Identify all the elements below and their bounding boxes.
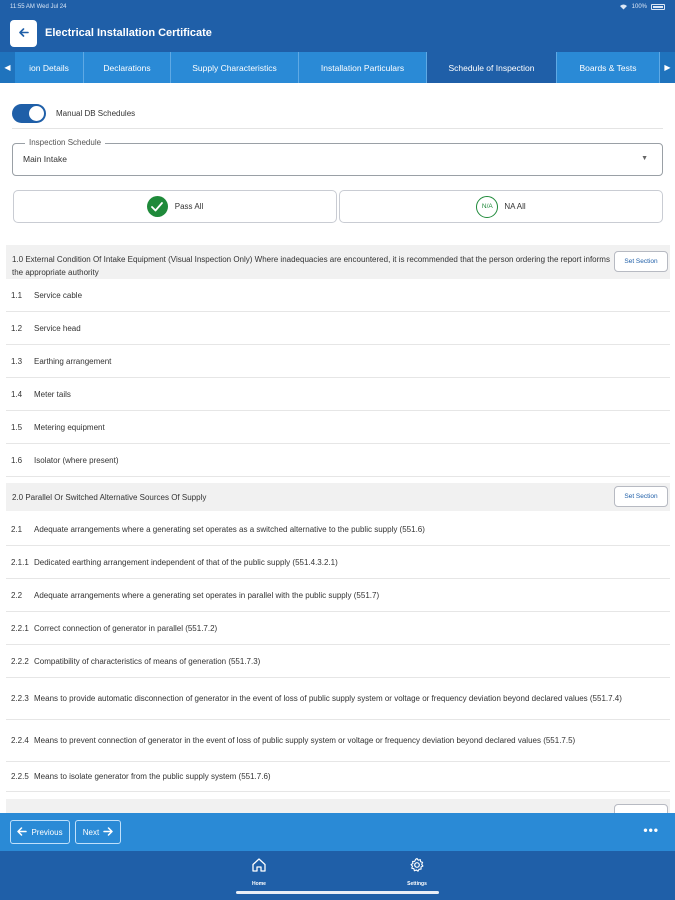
home-icon <box>251 857 267 878</box>
arrow-right-icon <box>103 827 113 838</box>
item-number: 2.1 <box>11 524 23 534</box>
inspection-row[interactable] <box>6 678 670 720</box>
section-header <box>6 483 670 511</box>
check-circle-icon <box>147 196 168 217</box>
inspection-row[interactable] <box>6 513 670 546</box>
set-section-button[interactable]: Set Section <box>614 251 668 272</box>
item-text: Metering equipment <box>34 422 105 432</box>
manual-db-toggle-row <box>12 104 135 123</box>
item-number: 2.2.3 <box>11 694 29 703</box>
item-number: 1.4 <box>11 389 23 399</box>
inspection-row[interactable] <box>6 312 670 345</box>
item-text: Means to isolate generator from the public supply system (551.7.6) <box>34 772 271 781</box>
item-number: 2.2.4 <box>11 736 29 745</box>
item-number: 2.2.5 <box>11 772 29 781</box>
title-bar <box>0 14 675 52</box>
inspection-content <box>0 83 675 813</box>
section-title: 1.0 External Condition Of Intake Equipment (Visual Inspection Only) Where inadequacies are encountered, it is recommended that the person ordering the report informs the appropriate authority <box>12 255 610 277</box>
tab-installation-particulars[interactable]: Installation Particulars <box>299 52 427 83</box>
status-bar <box>0 0 675 14</box>
status-date: Wed Jul 24 <box>36 4 67 10</box>
nav-home-label: Home <box>252 881 266 887</box>
na-all-button[interactable] <box>339 190 663 223</box>
inspection-row[interactable] <box>6 612 670 645</box>
na-all-label: NA All <box>504 202 526 211</box>
nav-home[interactable] <box>234 857 284 887</box>
item-text: Dedicated earthing arrangement independent of that of the public supply (551.4.3.2.1) <box>34 557 338 567</box>
inspection-row[interactable] <box>6 378 670 411</box>
item-number: 1.3 <box>11 356 23 366</box>
divider <box>12 128 663 129</box>
nav-settings-label: Settings <box>407 881 427 887</box>
arrow-left-icon <box>17 827 27 838</box>
item-number: 1.6 <box>11 455 23 465</box>
item-text: Adequate arrangements where a generating set operates as a switched alternative to the public supply (551.6) <box>34 524 425 534</box>
inspection-row[interactable] <box>6 720 670 762</box>
tab-supply-characteristics[interactable]: Supply Characteristics <box>171 52 299 83</box>
inspection-row[interactable] <box>6 579 670 612</box>
tab-boards-and-tests[interactable]: Boards & Tests <box>557 52 660 83</box>
item-text: Earthing arrangement <box>34 356 112 366</box>
inspection-row[interactable] <box>6 345 670 378</box>
triangle-left-icon: ◀ <box>4 63 11 72</box>
inspection-row[interactable] <box>6 411 670 444</box>
set-section-button[interactable]: Set Section <box>614 486 668 507</box>
inspection-row[interactable] <box>6 444 670 477</box>
nav-settings[interactable] <box>392 857 442 887</box>
gear-icon <box>409 857 425 878</box>
inspection-row[interactable] <box>6 645 670 678</box>
item-text: Means to prevent connection of generator in the event of loss of public supply system or voltage or frequency deviation beyond declared values (551.7.5) <box>34 736 576 745</box>
status-time: 11:55 AM <box>10 4 35 10</box>
manual-db-toggle[interactable] <box>12 104 46 123</box>
bottom-navigation <box>0 851 675 900</box>
na-circle-icon: N/A <box>476 196 498 218</box>
battery-icon <box>651 4 665 10</box>
inspection-schedule-select[interactable] <box>12 138 663 176</box>
item-number: 1.1 <box>11 290 23 300</box>
tab-scroll-left-button[interactable] <box>0 52 15 83</box>
item-text: Service head <box>34 323 81 333</box>
home-indicator <box>236 891 439 894</box>
inspection-row[interactable] <box>6 546 670 579</box>
item-number: 1.5 <box>11 422 23 432</box>
item-text: Means to provide automatic disconnection of generator in the event of loss of public supply system or voltage or frequency deviation beyond declared values (551.7.4) <box>34 694 622 703</box>
manual-db-toggle-label: Manual DB Schedules <box>56 109 136 118</box>
inspection-row[interactable] <box>6 279 670 312</box>
section-title: 2.0 Parallel Or Switched Alternative Sources Of Supply <box>12 493 207 502</box>
item-text: Compatibility of characteristics of means of generation (551.7.3) <box>34 656 261 666</box>
item-text: Correct connection of generator in parallel (551.7.2) <box>34 623 218 633</box>
wifi-icon <box>619 3 628 12</box>
arrow-left-icon <box>19 24 29 42</box>
inspection-schedule-legend: Inspection Schedule <box>25 138 105 147</box>
item-number: 2.2.2 <box>11 656 29 666</box>
item-number: 1.2 <box>11 323 23 333</box>
back-button[interactable] <box>10 20 37 47</box>
tab-bar <box>0 52 675 83</box>
triangle-right-icon: ▶ <box>664 63 671 72</box>
item-number: 2.2 <box>11 590 23 600</box>
chevron-down-icon: ▼ <box>641 155 648 162</box>
footer-bar <box>0 813 675 851</box>
inspection-row[interactable] <box>6 762 670 792</box>
set-section-button-partial[interactable] <box>614 804 668 813</box>
previous-button[interactable] <box>10 820 70 844</box>
page-title: Electrical Installation Certificate <box>45 27 212 39</box>
item-text: Adequate arrangements where a generating set operates in parallel with the public supply (551.7) <box>34 590 380 600</box>
tab-scroll-right-button[interactable] <box>660 52 675 83</box>
battery-percent: 100% <box>631 4 647 10</box>
item-text: Meter tails <box>34 389 71 399</box>
previous-label: Previous <box>31 827 63 837</box>
item-number: 2.1.1 <box>11 557 29 567</box>
tab-schedule-of-inspection[interactable]: Schedule of Inspection <box>427 52 557 83</box>
section-header <box>6 245 670 279</box>
item-text: Service cable <box>34 290 83 300</box>
item-number: 2.2.1 <box>11 623 29 633</box>
tab-installation-details[interactable]: ion Details <box>15 52 84 83</box>
more-options-button[interactable]: ••• <box>643 823 659 837</box>
pass-all-label: Pass All <box>174 202 204 211</box>
inspection-schedule-value: Main Intake <box>23 154 67 164</box>
item-text: Isolator (where present) <box>34 455 119 465</box>
section-header-partial <box>6 799 670 813</box>
next-button[interactable] <box>75 820 121 844</box>
tab-declarations[interactable]: Declarations <box>84 52 171 83</box>
next-label: Next <box>82 827 100 837</box>
pass-all-button[interactable] <box>13 190 337 223</box>
